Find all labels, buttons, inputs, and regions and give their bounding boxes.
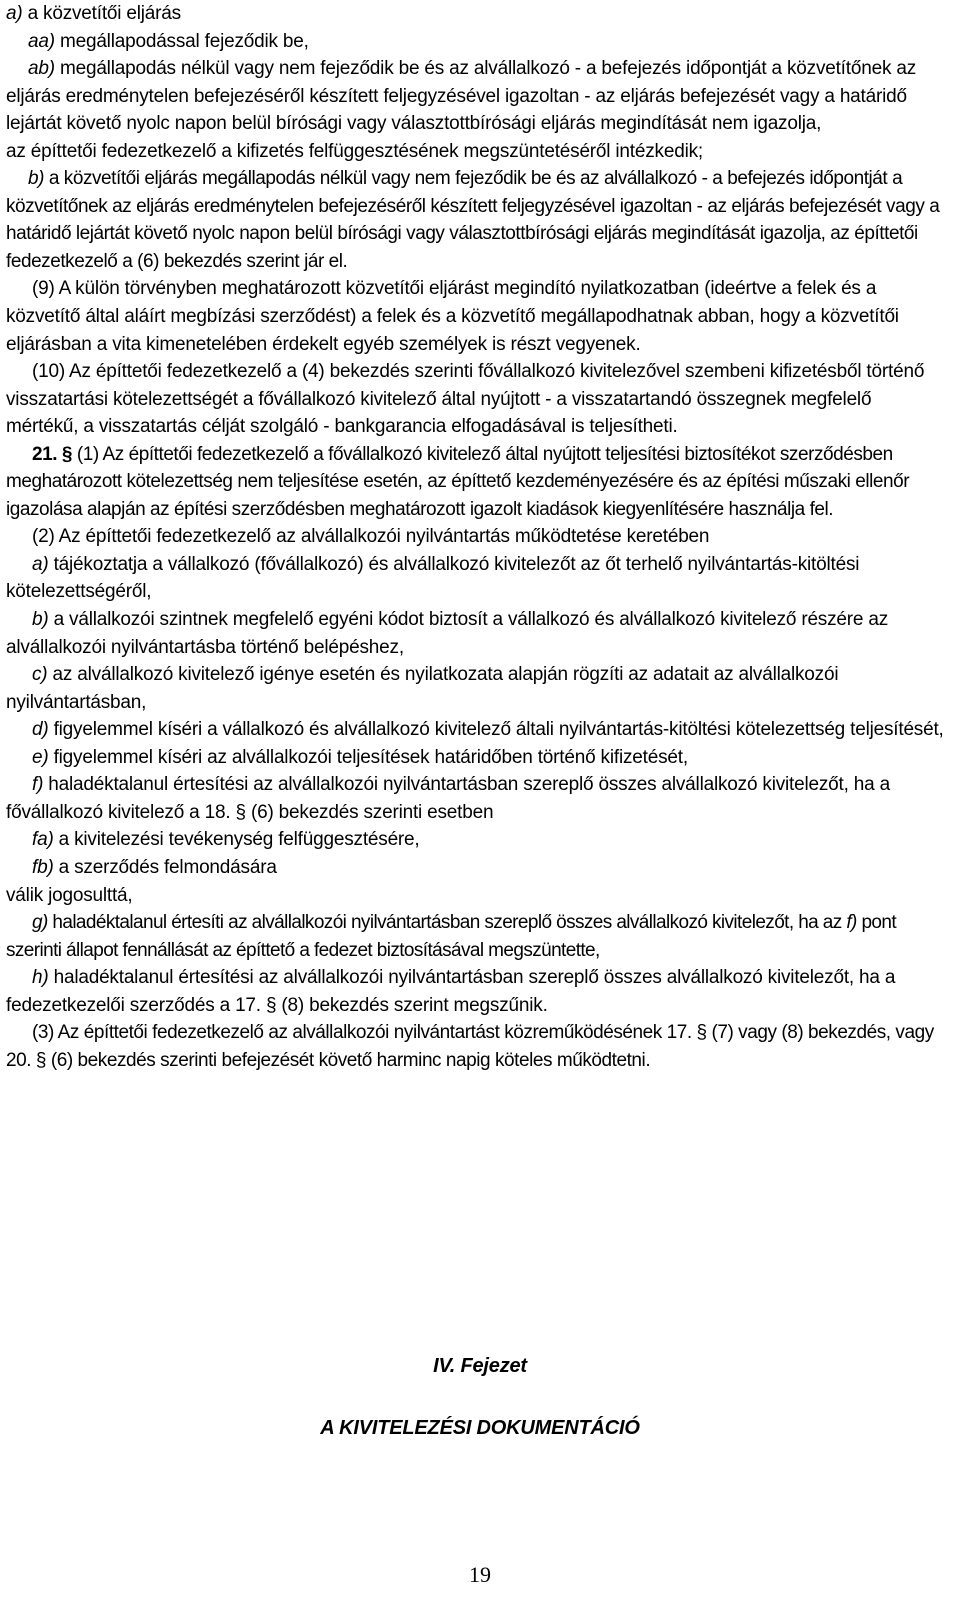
paragraph — [6, 964, 946, 1019]
paragraph-text: a közvetítői eljárás megállapodás nélkül vagy nem fejeződik be és az alvállalkozó - a befejezés időpontját a közvetítőnek az eljárás eredménytelen befejezéséről készített feljegyzésével igazoltan - az eljárás befejezését vagy a határidő lejártát követő nyolc napon belül bírósági vagy választottbírósági eljárás megindítását igazolja, az építtetői fedezetkezelő a (6) bekezdés szerint jár el. — [6, 168, 940, 272]
item-label: h) — [32, 967, 49, 989]
paragraph — [6, 854, 946, 882]
paragraph-text: figyelemmel kíséri az alvállalkozói teljesítések határidőben történő kifizetését, — [48, 746, 688, 768]
item-label: e) — [32, 746, 49, 768]
chapter-number: IV. Fejezet — [433, 1355, 527, 1377]
paragraph — [6, 0, 946, 28]
paragraph — [6, 55, 946, 138]
paragraph — [6, 1019, 946, 1074]
paragraph — [6, 441, 946, 524]
paragraph-text: pont szerinti állapot fennállását az építtető a fedezet biztosításával megszüntette, — [6, 912, 897, 961]
section-marker: 21. § — [32, 443, 73, 465]
paragraph-text: (2) Az építtetői fedezetkezelő az alvállalkozói nyilvántartás működtetése keretében — [32, 526, 710, 548]
paragraph-text: a vállalkozói szintnek megfelelő egyéni kódot biztosít a vállalkozó és alvállalkozó kivitelező részére az alvállalkozói nyilvántartásba történő belépéshez, — [6, 609, 889, 658]
paragraph — [6, 771, 946, 826]
paragraph-text: a közvetítői eljárás — [22, 3, 181, 24]
item-label: g) — [32, 912, 48, 934]
paragraph — [6, 909, 946, 964]
paragraph — [6, 523, 946, 551]
item-label: f) — [846, 912, 857, 934]
item-label: a) — [32, 553, 49, 575]
paragraph-text: haladéktalanul értesíti az alvállalkozói nyilvántartásban szereplő összes alvállalkozó kivitelezőt, ha az — [47, 912, 847, 934]
item-label: b) — [28, 168, 44, 190]
paragraph-text: az építtetői fedezetkezelő a kifizetés felfüggesztésének megszüntetéséről intézkedik; — [6, 140, 703, 162]
item-label: c) — [32, 664, 48, 686]
paragraph-text: (1) Az építtetői fedezetkezelő a fővállalkozó kivitelező által nyújtott teljesítési biztosítékot szerződésben meghatározott kötelezettség nem teljesítése esetén, az építtető kezdeményezésére és az építési műszaki ellenőr igazolása alapján az építési szerződésben meghatározott igazolt kiadások kiegyenlítésére használja fel. — [6, 443, 910, 520]
paragraph — [6, 606, 946, 661]
paragraph-text: figyelemmel kíséri a vállalkozó és alvállalkozó kivitelező általi nyilvántartás-kitöltési kötelezettség teljesítését, — [48, 719, 944, 741]
page-number: 19 — [469, 1562, 491, 1587]
paragraph — [6, 138, 946, 166]
paragraph-text: a kivitelezési tevékenység felfüggesztésére, — [53, 829, 420, 851]
paragraph-text: (3) Az építtetői fedezetkezelő az alvállalkozói nyilvántartást közreműködésének 17. § (7) vagy (8) bekezdés, vagy 20. § (6) bekezdés szerinti befejezését követő harminc napig köteles működtetni. — [6, 1022, 934, 1071]
paragraph — [6, 716, 946, 744]
paragraph — [6, 358, 946, 441]
document-body — [6, 0, 946, 1074]
item-label: aa) — [28, 30, 55, 52]
paragraph-text: tájékoztatja a vállalkozó (fővállalkozó) és alvállalkozó kivitelezőt az őt terhelő nyilvántartás-kitöltési kötelezettségéről, — [6, 553, 860, 603]
paragraph-text: megállapodás nélkül vagy nem fejeződik be és az alvállalkozó - a befejezés időpontját a közvetítőnek az eljárás eredménytelen befejezéséről készített feljegyzésével igazoltan - az eljárás befejezését vagy a határidő lejártát követő nyolc napon belül bírósági vagy választottbírósági eljárás megindítását nem igazolja, — [6, 58, 916, 135]
paragraph — [6, 744, 946, 772]
paragraph-text: haladéktalanul értesítési az alvállalkozói nyilvántartásban szereplő összes alvállalkozó kivitelezőt, ha a fővállalkozó kivitelező a 18. § (6) bekezdés szerinti esetben — [6, 774, 890, 823]
paragraph-text: válik jogosulttá, — [6, 884, 133, 906]
item-label: f) — [32, 774, 44, 796]
paragraph-text: (10) Az építtetői fedezetkezelő a (4) bekezdés szerinti fővállalkozó kivitelezővel szembeni kifizetésből történő visszatartási kötelezettségét a fővállalkozó kivitelező által nyújtott - a visszatartandó összegnek megfelelő mértékű, a visszatartás célját szolgáló - bankgarancia elfogadásával is teljesítheti. — [6, 361, 925, 438]
item-label: ab) — [28, 58, 55, 80]
paragraph-text: megállapodással fejeződik be, — [54, 30, 309, 52]
paragraph — [6, 826, 946, 854]
paragraph — [6, 28, 946, 56]
paragraph — [6, 165, 946, 275]
paragraph — [6, 551, 946, 606]
item-label: fb) — [32, 856, 54, 878]
paragraph-text: az alvállalkozó kivitelező igénye esetén és nyilatkozata alapján rögzíti az adatait az alvállalkozói nyilvántartásban, — [6, 664, 839, 713]
item-label: d) — [32, 719, 49, 741]
paragraph-text: haladéktalanul értesítési az alvállalkozói nyilvántartásban szereplő összes alvállalkozó kivitelezőt, ha a fedezetkezelői szerződés a 17. § (8) bekezdés szerint megszűnik. — [6, 967, 896, 1016]
paragraph — [6, 882, 946, 910]
paragraph — [6, 275, 946, 358]
paragraph-text: (9) A külön törvényben meghatározott közvetítői eljárást megindító nyilatkozatban (ideértve a felek és a közvetítő által aláírt megbízási szerződést) a felek és a közvetítő megállapodhatnak abban, hogy a közvetítői eljárásban a vita kimenetelében érdekelt egyéb személyek is részt vegyenek. — [6, 278, 899, 355]
chapter-title: A KIVITELEZÉSI DOKUMENTÁCIÓ — [320, 1417, 640, 1439]
item-label: fa) — [32, 829, 54, 851]
item-label: a) — [6, 3, 23, 24]
item-label: b) — [32, 609, 49, 631]
paragraph-text: a szerződés felmondására — [53, 856, 277, 878]
paragraph — [6, 661, 946, 716]
